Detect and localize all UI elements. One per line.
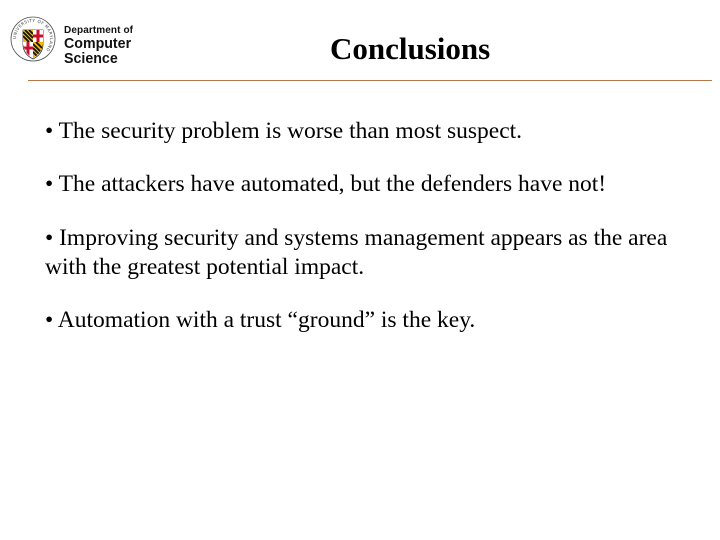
department-name [64,26,170,66]
bullet-item: • The attackers have automated, but the defenders have not! [45,171,607,197]
department-name-line2: Computer Science [64,36,132,67]
department-name-line1: Department of [64,25,134,36]
bullet-list [45,117,705,359]
university-seal-icon [10,12,56,66]
seal-ring-text: UNIVERSITY OF MARYLAND [11,17,55,53]
slide-title: Conclusions [330,31,491,66]
title-divider [28,80,712,81]
department-logo [10,12,170,68]
bullet-item: • Improving security and systems management appears as the area with the greatest potential impact. [45,225,668,280]
bullet-item: • Automation with a trust “ground” is the key. [45,307,476,333]
bullet-item: • The security problem is worse than most suspect. [45,118,523,144]
